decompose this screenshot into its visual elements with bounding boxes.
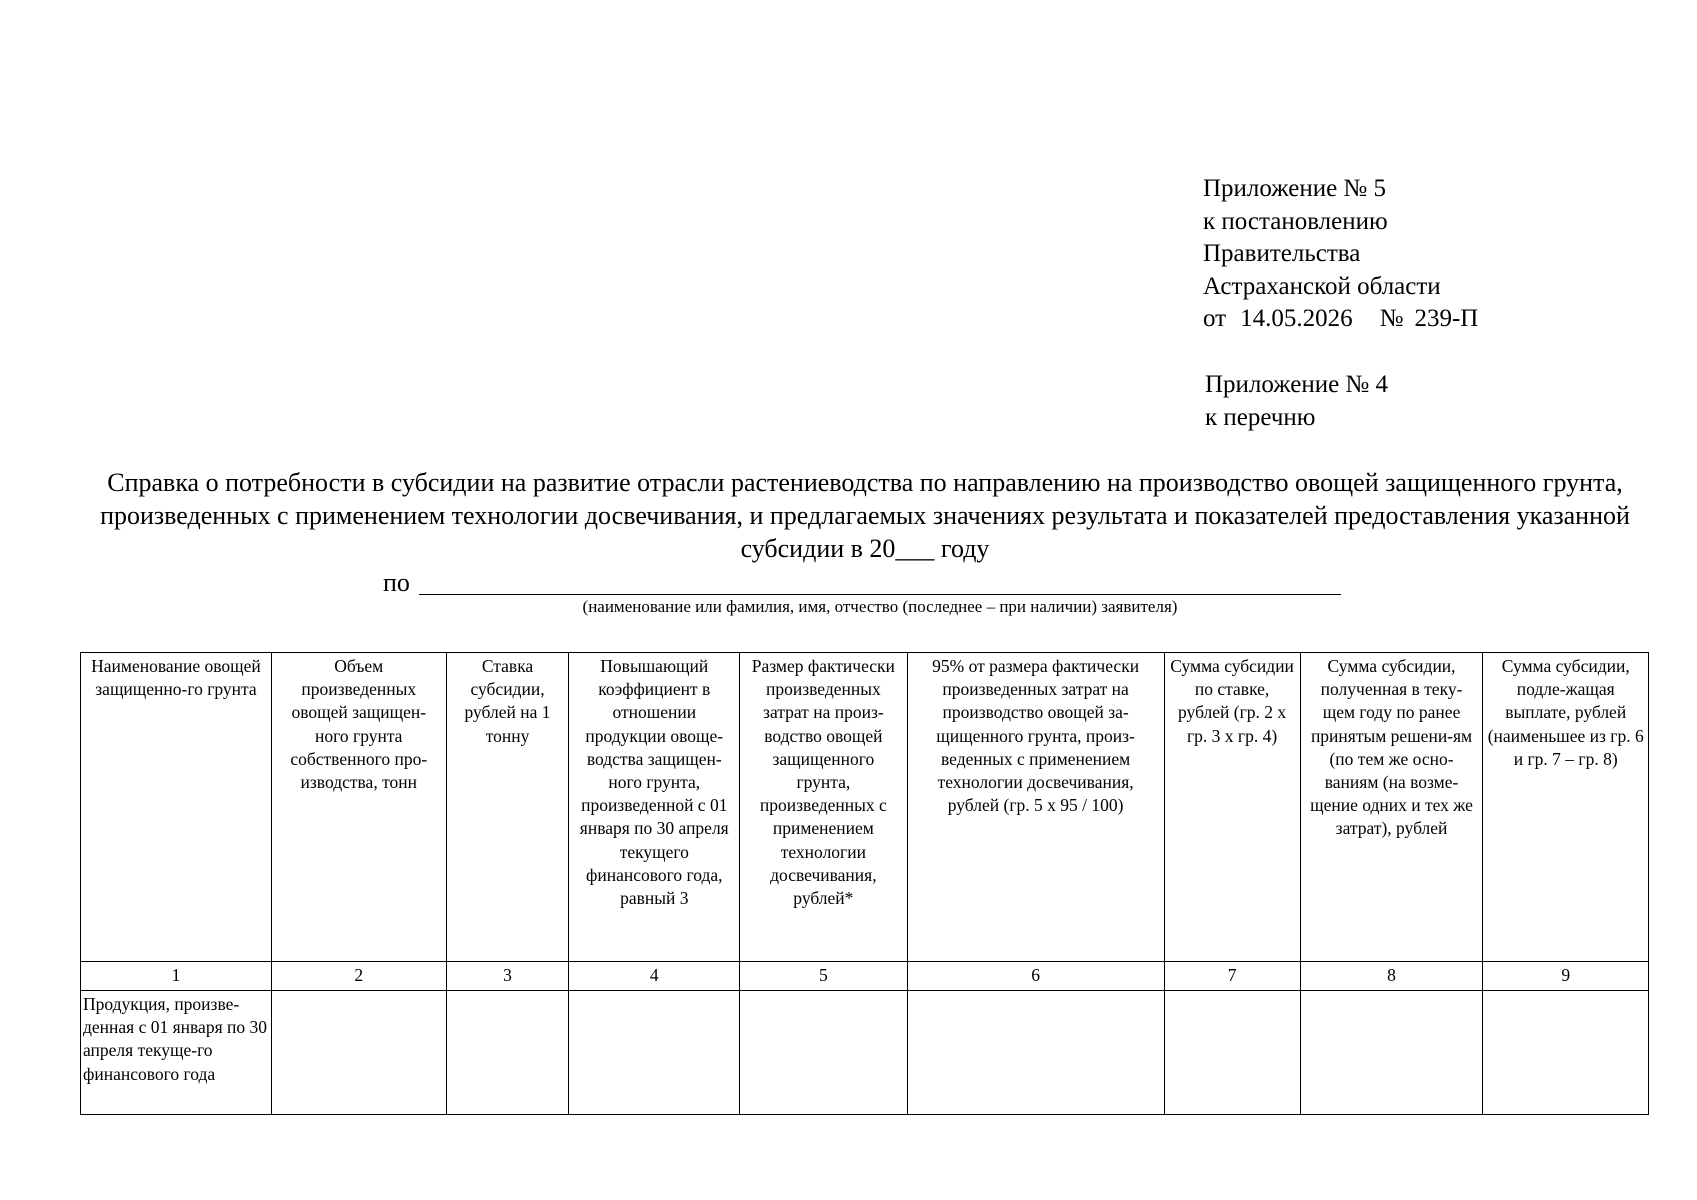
- column-header: Сумма субсидии, полученная в теку-щем году по ранее принятым решени-ям (по тем же осно-ваниям (на возме-щение одних и тех же затрат), рублей: [1300, 653, 1483, 962]
- table-cell[interactable]: [271, 991, 446, 1115]
- column-number: 5: [740, 962, 908, 991]
- applicant-prefix: по: [383, 568, 410, 597]
- column-number: 1: [81, 962, 272, 991]
- resolution-number: 239-П: [1414, 305, 1479, 332]
- table-cell[interactable]: [907, 991, 1164, 1115]
- resolution-date: 14.05.2026: [1240, 305, 1353, 332]
- column-number: 6: [907, 962, 1164, 991]
- appendix-5-line3: Правительства: [1203, 240, 1361, 267]
- column-number-row: [81, 962, 1649, 991]
- column-number: 4: [569, 962, 740, 991]
- column-header: Размер фактически произведенных затрат на произ-водство овощей защищенного грунта, произведенных с применением технологии досвечивания, рублей*: [740, 653, 908, 962]
- appendix-5-line2: к постановлению: [1203, 207, 1388, 235]
- column-header: Сумма субсидии, подле-жащая выплате, рублей (наименьшее из гр. 6 и гр. 7 – гр. 8): [1483, 653, 1649, 962]
- column-number: 7: [1164, 962, 1300, 991]
- table-header-row: [81, 653, 1649, 962]
- table-cell[interactable]: [1483, 991, 1649, 1115]
- number-sign: №: [1379, 305, 1404, 332]
- column-number: 2: [271, 962, 446, 991]
- appendix-4-line2: к перечню: [1205, 403, 1316, 431]
- document-title: Справка о потребности в субсидии на развитие отрасли растениеводства по направлению на производство овощей защищенного грунта, произведенных с применением технологии досвечивания, и предлагаемых значениях результата и показателей предоставления указанной субсидии в 20___ году: [100, 468, 1630, 563]
- appendix-5-line4: Астраханской области: [1203, 272, 1441, 300]
- table-cell[interactable]: [740, 991, 908, 1115]
- table-row: [81, 991, 1649, 1115]
- column-header: 95% от размера фактически произведенных затрат на производство овощей за-щищенного грунта, произ-веденных с применением технологии досвечивания, рублей (гр. 5 х 95 / 100): [907, 653, 1164, 962]
- column-number: 9: [1483, 962, 1649, 991]
- column-number: 8: [1300, 962, 1483, 991]
- column-header: Повышающий коэффициент в отношении продукции овоще-водства защищен-ного грунта, произведенной с 01 января по 30 апреля текущего финансового года, равный 3: [569, 653, 740, 962]
- subsidy-table: [80, 652, 1649, 1115]
- column-header: Ставка субсидии, рублей на 1 тонну: [446, 653, 569, 962]
- table-cell[interactable]: [1300, 991, 1483, 1115]
- appendix-5-block: [1203, 173, 1478, 336]
- appendix-5-date-line: [1203, 303, 1478, 336]
- appendix-5-line1: Приложение № 5: [1203, 175, 1387, 202]
- date-prefix: от: [1203, 305, 1227, 332]
- applicant-caption: (наименование или фамилия, имя, отчество (последнее – при наличии) заявителя): [582, 597, 1178, 616]
- table-cell[interactable]: [446, 991, 569, 1115]
- appendix-4-block: [1205, 369, 1388, 434]
- column-header: Наименование овощей защищенно-го грунта: [81, 653, 272, 962]
- column-number: 3: [446, 962, 569, 991]
- applicant-name-line: [419, 594, 1341, 595]
- table-cell[interactable]: [569, 991, 740, 1115]
- row-name-cell: Продукция, произве-денная с 01 января по 30 апреля текуще-го финансового года: [81, 991, 272, 1115]
- column-header: Сумма субсидии по ставке, рублей (гр. 2 х гр. 3 х гр. 4): [1164, 653, 1300, 962]
- appendix-4-line1: Приложение № 4: [1205, 371, 1389, 398]
- table-cell[interactable]: [1164, 991, 1300, 1115]
- column-header: Объем произведенных овощей защищен-ного грунта собственного про-изводства, тонн: [271, 653, 446, 962]
